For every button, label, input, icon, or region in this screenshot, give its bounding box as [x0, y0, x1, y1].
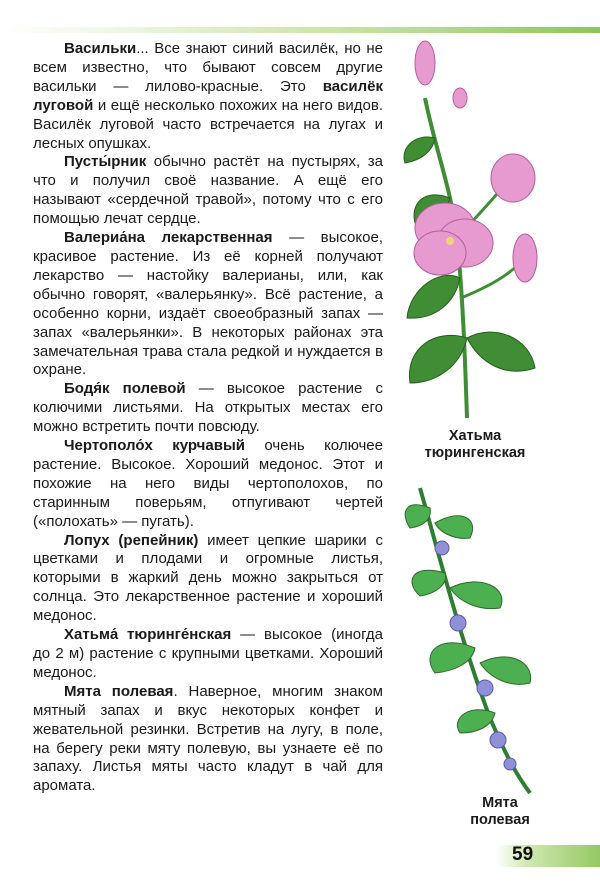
paragraph-valeriana [33, 229, 383, 380]
paragraph-vasilki [33, 40, 383, 153]
text-pustyrnik: обычно растёт на пустырях, за что и получил своё название. А ещё его называют «сердечной травой», потому что с его помощью лечат сердце. [33, 153, 383, 228]
paragraph-pustyrnik [33, 153, 383, 229]
term-vasilek-lugovoy: василёк луговой [33, 77, 383, 114]
myata-illustration [400, 478, 540, 798]
myata-leaf [405, 505, 530, 733]
caption-myata-line2: полевая [470, 812, 530, 828]
khatma-flower [414, 41, 537, 282]
text-valeriana: — высокое, красивое растение. Из её корней получают лекарство — настойку валерианы, или, как обычно говорят, «валерьянку». Всё растение, а особенно корни, издаёт своеобразный запах — запах «валерьянки». В некоторых районах эта замечательная трава стала редкой и нуждается в охране. [33, 229, 383, 379]
text-myata: . Наверное, многим знаком мятный запах и вкус некоторых конфет и жевательной резинки. Встретив на лугу, в поле, на берегу реки мяту полевую, вы узнаете её по запаху. Листья мяты часто кладут в чай для аромата. [33, 682, 383, 795]
caption-myata-line1: Мята [482, 795, 518, 811]
term-vasilki: Васильки [64, 40, 137, 57]
paragraph-myata [33, 683, 383, 796]
paragraph-lopukh [33, 532, 383, 627]
text-khatma: — высокое (иногда до 2 м) растение с крупными цветками. Хороший медонос. [33, 626, 383, 681]
top-decorative-bar [0, 27, 600, 33]
caption-khatma-line1: Хатьма [448, 428, 502, 444]
term-lopukh: Лопух (репейник) [64, 531, 199, 549]
text-vasilki-2: и ещё несколько похожих на него видов. Василёк луговой часто встречается на лугах и лесных опушках. [33, 96, 383, 152]
text-chertopolokh: очень колючее растение. Высокое. Хороший медонос. Этот и похожие на него виды чертополохов, по старинным поверьям, отпугивают чертей («полохать» — пугать). [33, 437, 383, 530]
term-khatma: Хатьма́ тюринге́нская [64, 626, 232, 644]
caption-khatma [405, 428, 545, 462]
text-column [33, 40, 383, 796]
khatma-illustration [395, 38, 545, 423]
term-bodyak: Бодя́к полевой [64, 380, 186, 398]
paragraph-khatma [33, 626, 383, 683]
text-lopukh: имеет цепкие шарики с цветками и плодами и огромные листья, которыми в жаркий день можно закрыться от солнца. Это лекарственное растение и хороший медонос. [33, 531, 383, 625]
text-vasilki: ... Все знают синий василёк, но не всем известно, что бывают совсем другие васильки — лилово-красные. Это [33, 40, 383, 95]
page-number: 59 [512, 844, 534, 865]
term-chertopolokh: Чертополо́х курчавый [64, 437, 245, 455]
term-myata: Мята полевая [64, 682, 174, 700]
term-pustyrnik: Пусты́рник [64, 153, 147, 171]
myata-stem [420, 488, 530, 793]
paragraph-chertopolokh [33, 437, 383, 532]
term-valeriana: Валериа́на лекарственная [64, 229, 273, 247]
caption-myata [450, 795, 550, 829]
paragraph-bodyak [33, 380, 383, 437]
caption-khatma-line2: тюрингенская [424, 445, 526, 461]
text-bodyak: — высокое растение с колючими листьями. На открытых местах его можно встретить почти повсюду. [33, 380, 383, 436]
